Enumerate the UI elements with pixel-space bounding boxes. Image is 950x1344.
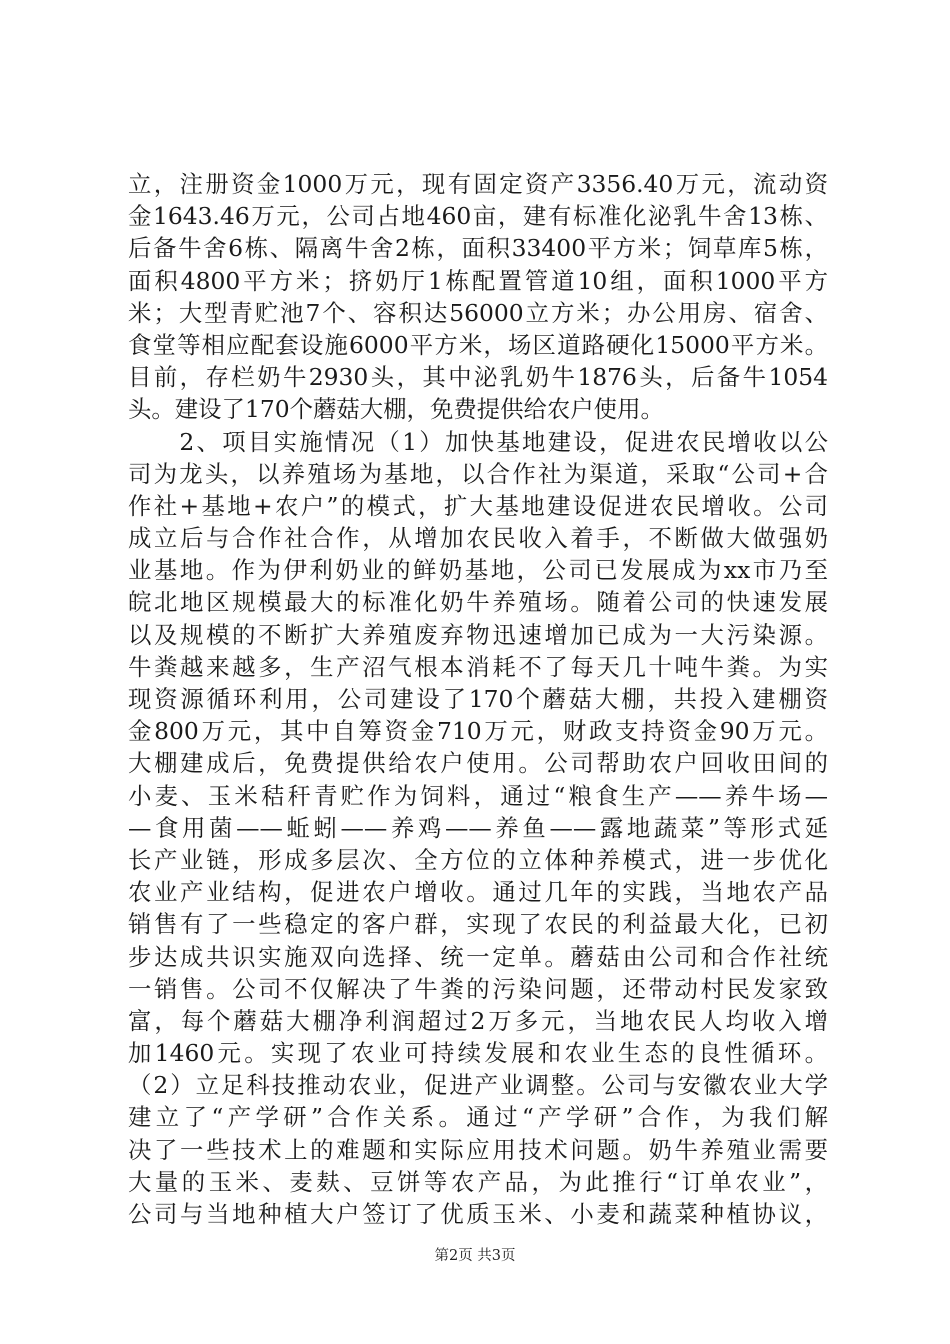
text-line: 公司与当地种植大户签订了优质玉米、小麦和蔬菜种植协议， — [128, 1200, 828, 1228]
text-line: 食堂等相应配套设施6000平方米，场区道路硬化15000平方米。 — [128, 330, 828, 359]
text-line: 金800万元，其中自筹资金710万元，财政支持资金90万元。 — [128, 717, 828, 746]
page-footer: 第2页 共3页 — [434, 1248, 516, 1264]
text-line: 2、项目实施情况（1）加快基地建设，促进农民增收以公 — [128, 427, 828, 456]
text-line: 一销售。公司不仅解决了牛粪的污染问题，还带动村民发家致 — [128, 974, 828, 1003]
text-line: 小麦、玉米秸秆青贮作为饲料，通过“粮食生产——养牛场— — [128, 781, 828, 810]
text-line: 牛粪越来越多，生产沼气根本消耗不了每天几十吨牛粪。为实 — [128, 652, 828, 681]
text-line: 销售有了一些稳定的客户群，实现了农民的利益最大化，已初 — [128, 910, 828, 939]
document-body — [128, 168, 828, 1230]
text-line: 步达成共识实施双向选择、统一定单。蘑菇由公司和合作社统 — [128, 942, 828, 971]
text-line: 以及规模的不断扩大养殖废弃物迅速增加已成为一大污染源。 — [128, 620, 828, 649]
text-line: 农业产业结构，促进农户增收。通过几年的实践，当地农产品 — [128, 878, 828, 907]
text-line: 建立了“产学研”合作关系。通过“产学研”合作，为我们解 — [128, 1103, 828, 1132]
text-line: 现资源循环利用，公司建设了170个蘑菇大棚，共投入建棚资 — [128, 685, 828, 713]
text-line: 后备牛舍6栋、隔离牛舍2栋，面积33400平方米；饲草库5栋， — [128, 234, 828, 263]
text-line: （2）立足科技推动农业，促进产业调整。公司与安徽农业大学 — [128, 1071, 828, 1100]
text-line: 加1460元。实现了农业可持续发展和农业生态的良性循环。 — [128, 1039, 828, 1068]
text-line: 司为龙头，以养殖场为基地，以合作社为渠道，采取“公司+合 — [128, 459, 828, 488]
text-line: 富，每个蘑菇大棚净利润超过2万多元，当地农民人均收入增 — [128, 1006, 828, 1035]
text-line: 作社+基地+农户”的模式，扩大基地建设促进农民增收。公司 — [128, 491, 828, 520]
text-line: 决了一些技术上的难题和实际应用技术问题。奶牛养殖业需要 — [128, 1135, 828, 1164]
text-line: 立，注册资金1000万元，现有固定资产3356.40万元，流动资 — [128, 170, 828, 198]
text-line: 大棚建成后，免费提供给农户使用。公司帮助农户回收田间的 — [128, 749, 828, 778]
text-line: 头。建设了170个蘑菇大棚，免费提供给农户使用。 — [128, 395, 664, 424]
text-line: —食用菌——蚯蚓——养鸡——养鱼——露地蔬菜”等形式延 — [128, 813, 828, 842]
text-line: 成立后与合作社合作，从增加农民收入着手，不断做大做强奶 — [128, 524, 828, 553]
text-line: 长产业链，形成多层次、全方位的立体种养模式，进一步优化 — [128, 845, 828, 874]
text-line: 目前，存栏奶牛2930头，其中泌乳奶牛1876头，后备牛1054 — [128, 363, 828, 392]
text-line: 大量的玉米、麦麸、豆饼等农产品，为此推行“订单农业”， — [128, 1167, 828, 1196]
text-line: 皖北地区规模最大的标准化奶牛养殖场。随着公司的快速发展 — [128, 588, 828, 617]
text-line: 面积4800平方米；挤奶厅1栋配置管道10组，面积1000平方 — [128, 266, 828, 295]
text-line: 金1643.46万元，公司占地460亩，建有标准化泌乳牛舍13栋、 — [128, 202, 828, 231]
text-line: 业基地。作为伊利奶业的鲜奶基地，公司已发展成为xx市乃至 — [128, 556, 828, 585]
text-line: 米；大型青贮池7个、容积达56000立方米；办公用房、宿舍、 — [128, 298, 828, 327]
